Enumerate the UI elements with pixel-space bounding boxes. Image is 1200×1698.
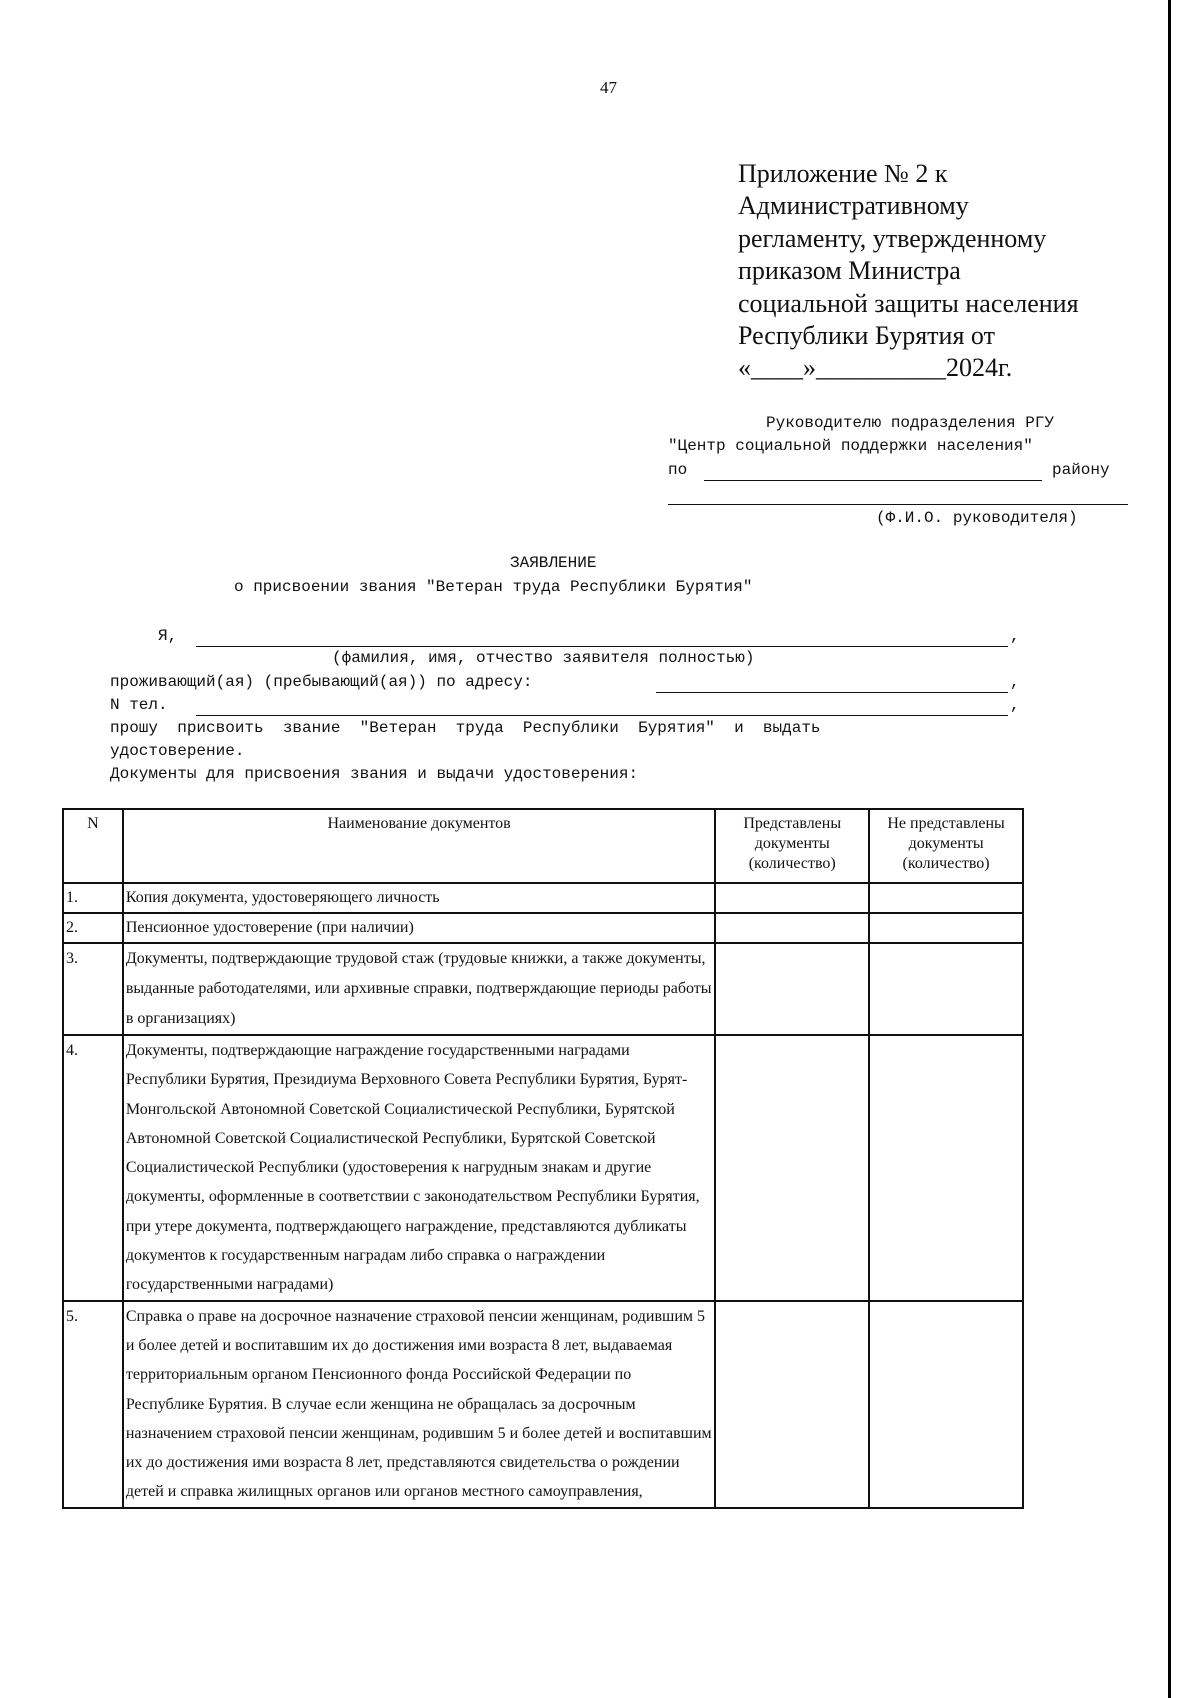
appendix-line: социальной защиты населения [738,288,1079,318]
header-document-name: Наименование документов [123,809,715,883]
row-number: 5. [63,1301,123,1508]
not-submitted-count-cell[interactable] [869,943,1023,1035]
page-edge-line [1168,0,1171,1698]
table-row [63,943,1023,1035]
row-number: 2. [63,913,123,943]
submitted-count-cell[interactable] [715,1035,869,1301]
phone-blank[interactable] [196,715,1008,716]
appendix-line: Административному [738,191,969,221]
table-row [63,1301,1023,1508]
comma: , [1010,627,1020,645]
documents-intro: Документы для присвоения звания и выдачи удостоверения: [110,765,639,783]
row-number: 3. [63,943,123,1035]
not-submitted-count-cell[interactable] [869,1035,1023,1301]
header-number: N [63,809,123,883]
addressee-line-2: "Центр социальной поддержки населения" [668,437,1033,455]
district-blank[interactable] [704,480,1042,481]
row-document-name: Документы, подтверждающие трудовой стаж (трудовые книжки, а также документы, выданные работодателями, или архивные справки, подтверждающие периоды работы в организациях) [123,943,715,1035]
row-document-name: Пенсионное удостоверение (при наличии) [123,913,715,943]
address-blank[interactable] [656,692,1008,693]
header-not-submitted: Не представлены документы (количество) [869,809,1023,883]
document-title: ЗАЯВЛЕНИЕ [510,554,597,572]
appendix-line: приказом Министра [738,256,961,286]
not-submitted-count-cell[interactable] [869,1301,1023,1508]
applicant-name-blank[interactable] [196,646,1008,647]
row-document-name: Справка о праве на досрочное назначение страховой пенсии женщинам, родившим 5 и более детей и воспитавшим их до достижения ими возраста 8 лет, выдаваемая территориальным органом Пенсионного фонда Российской Федерации по Республике Бурятия. В случае если женщина не обращалась за досрочным назначением страховой пенсии женщинам, родившим 5 и более детей и воспитавшим их до достижения ими возраста 8 лет, представляются свидетельства о рождении детей и справка жилищных органов или органов местного самоуправления, [123,1301,715,1508]
table-row [63,883,1023,913]
row-number: 1. [63,883,123,913]
not-submitted-count-cell[interactable] [869,883,1023,913]
page-number: 47 [600,78,617,97]
request-text-cont: удостоверение. [110,742,245,760]
phone-label: N тел. [110,696,168,714]
applicant-name-caption: (фамилия, имя, отчество заявителя полностью) [332,649,755,667]
table-row [63,913,1023,943]
appendix-header [738,158,1158,385]
comma: , [1010,673,1020,691]
address-label: проживающий(ая) (пребывающий(ая)) по адресу: [110,673,533,691]
addressee-line-3-prefix: по [668,461,688,479]
addressee-line-1: Руководителю подразделения РГУ [766,414,1055,432]
table-row [63,1035,1023,1301]
appendix-line: Республики Бурятия от [738,321,995,351]
appendix-line: Приложение № 2 к [738,159,948,188]
table-header-row [63,809,1023,883]
request-text: прошу присвоить звание "Ветеран труда Республики Бурятия" и выдать [110,719,821,737]
not-submitted-count-cell[interactable] [869,913,1023,943]
addressee-line-3-suffix: району [1052,461,1110,479]
document-subtitle: о присвоении звания "Ветеран труда Республики Бурятия" [234,578,753,596]
head-name-blank[interactable] [668,504,1128,505]
appendix-line: регламенту, утвержденному [738,223,1047,253]
submitted-count-cell[interactable] [715,913,869,943]
submitted-count-cell[interactable] [715,1301,869,1508]
row-document-name: Копия документа, удостоверяющего личность [123,883,715,913]
documents-table [62,808,1024,1509]
head-name-caption: (Ф.И.О. руководителя) [876,509,1078,527]
i-label: Я, [158,627,178,645]
submitted-count-cell[interactable] [715,943,869,1035]
comma: , [1010,696,1020,714]
row-number: 4. [63,1035,123,1301]
appendix-date-line: «____»__________2024г. [738,353,1013,383]
row-document-name: Документы, подтверждающие награждение государственными наградами Республики Бурятия, Президиума Верховного Совета Республики Бурятия, Бурят-Монгольской Автономной Советской Социалистической Республики, Бурятской Автономной Советской Социалистической Республики, Бурятской Советской Социалистической Республики (удостоверения к нагрудным знакам и другие документы, оформленные в соответствии с законодательством Республики Бурятия, при утере документа, подтверждающего награждение, представляются дубликаты документов к государственным наградам либо справка о награждении государственными наградами) [123,1035,715,1301]
submitted-count-cell[interactable] [715,883,869,913]
header-submitted: Представлены документы (количество) [715,809,869,883]
